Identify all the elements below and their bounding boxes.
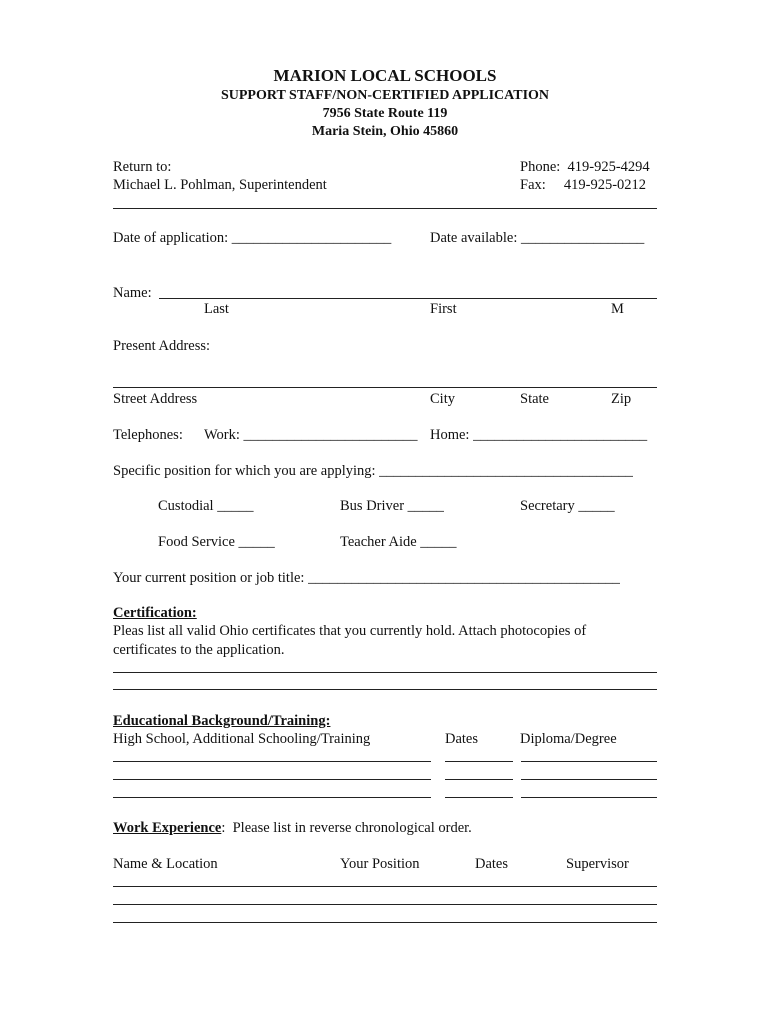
header-divider	[113, 208, 657, 209]
city-caption: City	[430, 391, 455, 407]
address-line-2: Maria Stein, Ohio 45860	[311, 124, 459, 139]
certification-line[interactable]	[113, 672, 657, 673]
street-address-caption: Street Address	[113, 391, 198, 407]
education-dates-line[interactable]	[445, 779, 513, 780]
education-degree-line[interactable]	[521, 797, 657, 798]
date-of-application-field[interactable]: Date of application: ______________________	[113, 230, 392, 246]
current-position-field[interactable]: Your current position or job title: ___________________________________________	[113, 570, 620, 586]
bus-driver-option[interactable]: Bus Driver _____	[340, 498, 444, 514]
certification-line[interactable]	[113, 689, 657, 690]
education-school-line[interactable]	[113, 779, 431, 780]
education-heading: Educational Background/Training:	[113, 713, 331, 729]
education-dates-line[interactable]	[445, 797, 513, 798]
work-name-location-column: Name & Location	[113, 856, 218, 872]
zip-caption: Zip	[611, 391, 632, 407]
education-dates-line[interactable]	[445, 761, 513, 762]
work-dates-column: Dates	[475, 856, 509, 872]
present-address-label: Present Address:	[113, 338, 211, 354]
state-caption: State	[520, 391, 549, 407]
custodial-option[interactable]: Custodial _____	[158, 498, 254, 514]
form-title: SUPPORT STAFF/NON-CERTIFIED APPLICATION	[220, 88, 550, 103]
address-line-1: 7956 State Route 119	[322, 106, 448, 121]
food-service-option[interactable]: Food Service _____	[158, 534, 275, 550]
work-experience-heading-row	[113, 820, 472, 837]
work-experience-line[interactable]	[113, 904, 657, 905]
education-degree-line[interactable]	[521, 779, 657, 780]
first-name-caption: First	[430, 301, 457, 317]
position-applying-field[interactable]: Specific position for which you are applying: ___________________________________	[113, 463, 633, 479]
education-school-column: High School, Additional Schooling/Training	[113, 731, 371, 747]
certification-instruction-1: Pleas list all valid Ohio certificates that you currently hold. Attach photocopies of	[113, 623, 587, 639]
work-experience-line[interactable]	[113, 886, 657, 887]
telephones-label: Telephones:	[113, 427, 183, 443]
name-label: Name:	[113, 285, 152, 301]
fax-number: Fax: 419-925-0212	[520, 177, 647, 193]
education-school-line[interactable]	[113, 797, 431, 798]
home-phone-field[interactable]: Home: ________________________	[430, 427, 648, 443]
work-phone-field[interactable]: Work: ________________________	[204, 427, 418, 443]
education-degree-column: Diploma/Degree	[520, 731, 617, 747]
certification-heading: Certification:	[113, 605, 197, 621]
work-experience-instruction: : Please list in reverse chronological order.	[221, 820, 472, 836]
secretary-option[interactable]: Secretary _____	[520, 498, 615, 514]
education-degree-line[interactable]	[521, 761, 657, 762]
name-field[interactable]	[159, 298, 657, 299]
address-field[interactable]	[113, 387, 657, 388]
work-experience-line[interactable]	[113, 922, 657, 923]
work-supervisor-column: Supervisor	[566, 856, 629, 872]
work-experience-heading: Work Experience	[113, 820, 222, 836]
superintendent-name: Michael L. Pohlman, Superintendent	[113, 177, 327, 193]
education-school-line[interactable]	[113, 761, 431, 762]
middle-initial-caption: M	[611, 301, 624, 317]
phone-number: Phone: 419-925-4294	[520, 159, 650, 175]
certification-instruction-2: certificates to the application.	[113, 642, 285, 658]
school-name: MARION LOCAL SCHOOLS	[273, 66, 497, 85]
last-name-caption: Last	[204, 301, 229, 317]
date-available-field[interactable]: Date available: _________________	[430, 230, 645, 246]
return-to-label: Return to:	[113, 159, 172, 175]
work-position-column: Your Position	[340, 856, 420, 872]
education-dates-column: Dates	[445, 731, 479, 747]
teacher-aide-option[interactable]: Teacher Aide _____	[340, 534, 457, 550]
